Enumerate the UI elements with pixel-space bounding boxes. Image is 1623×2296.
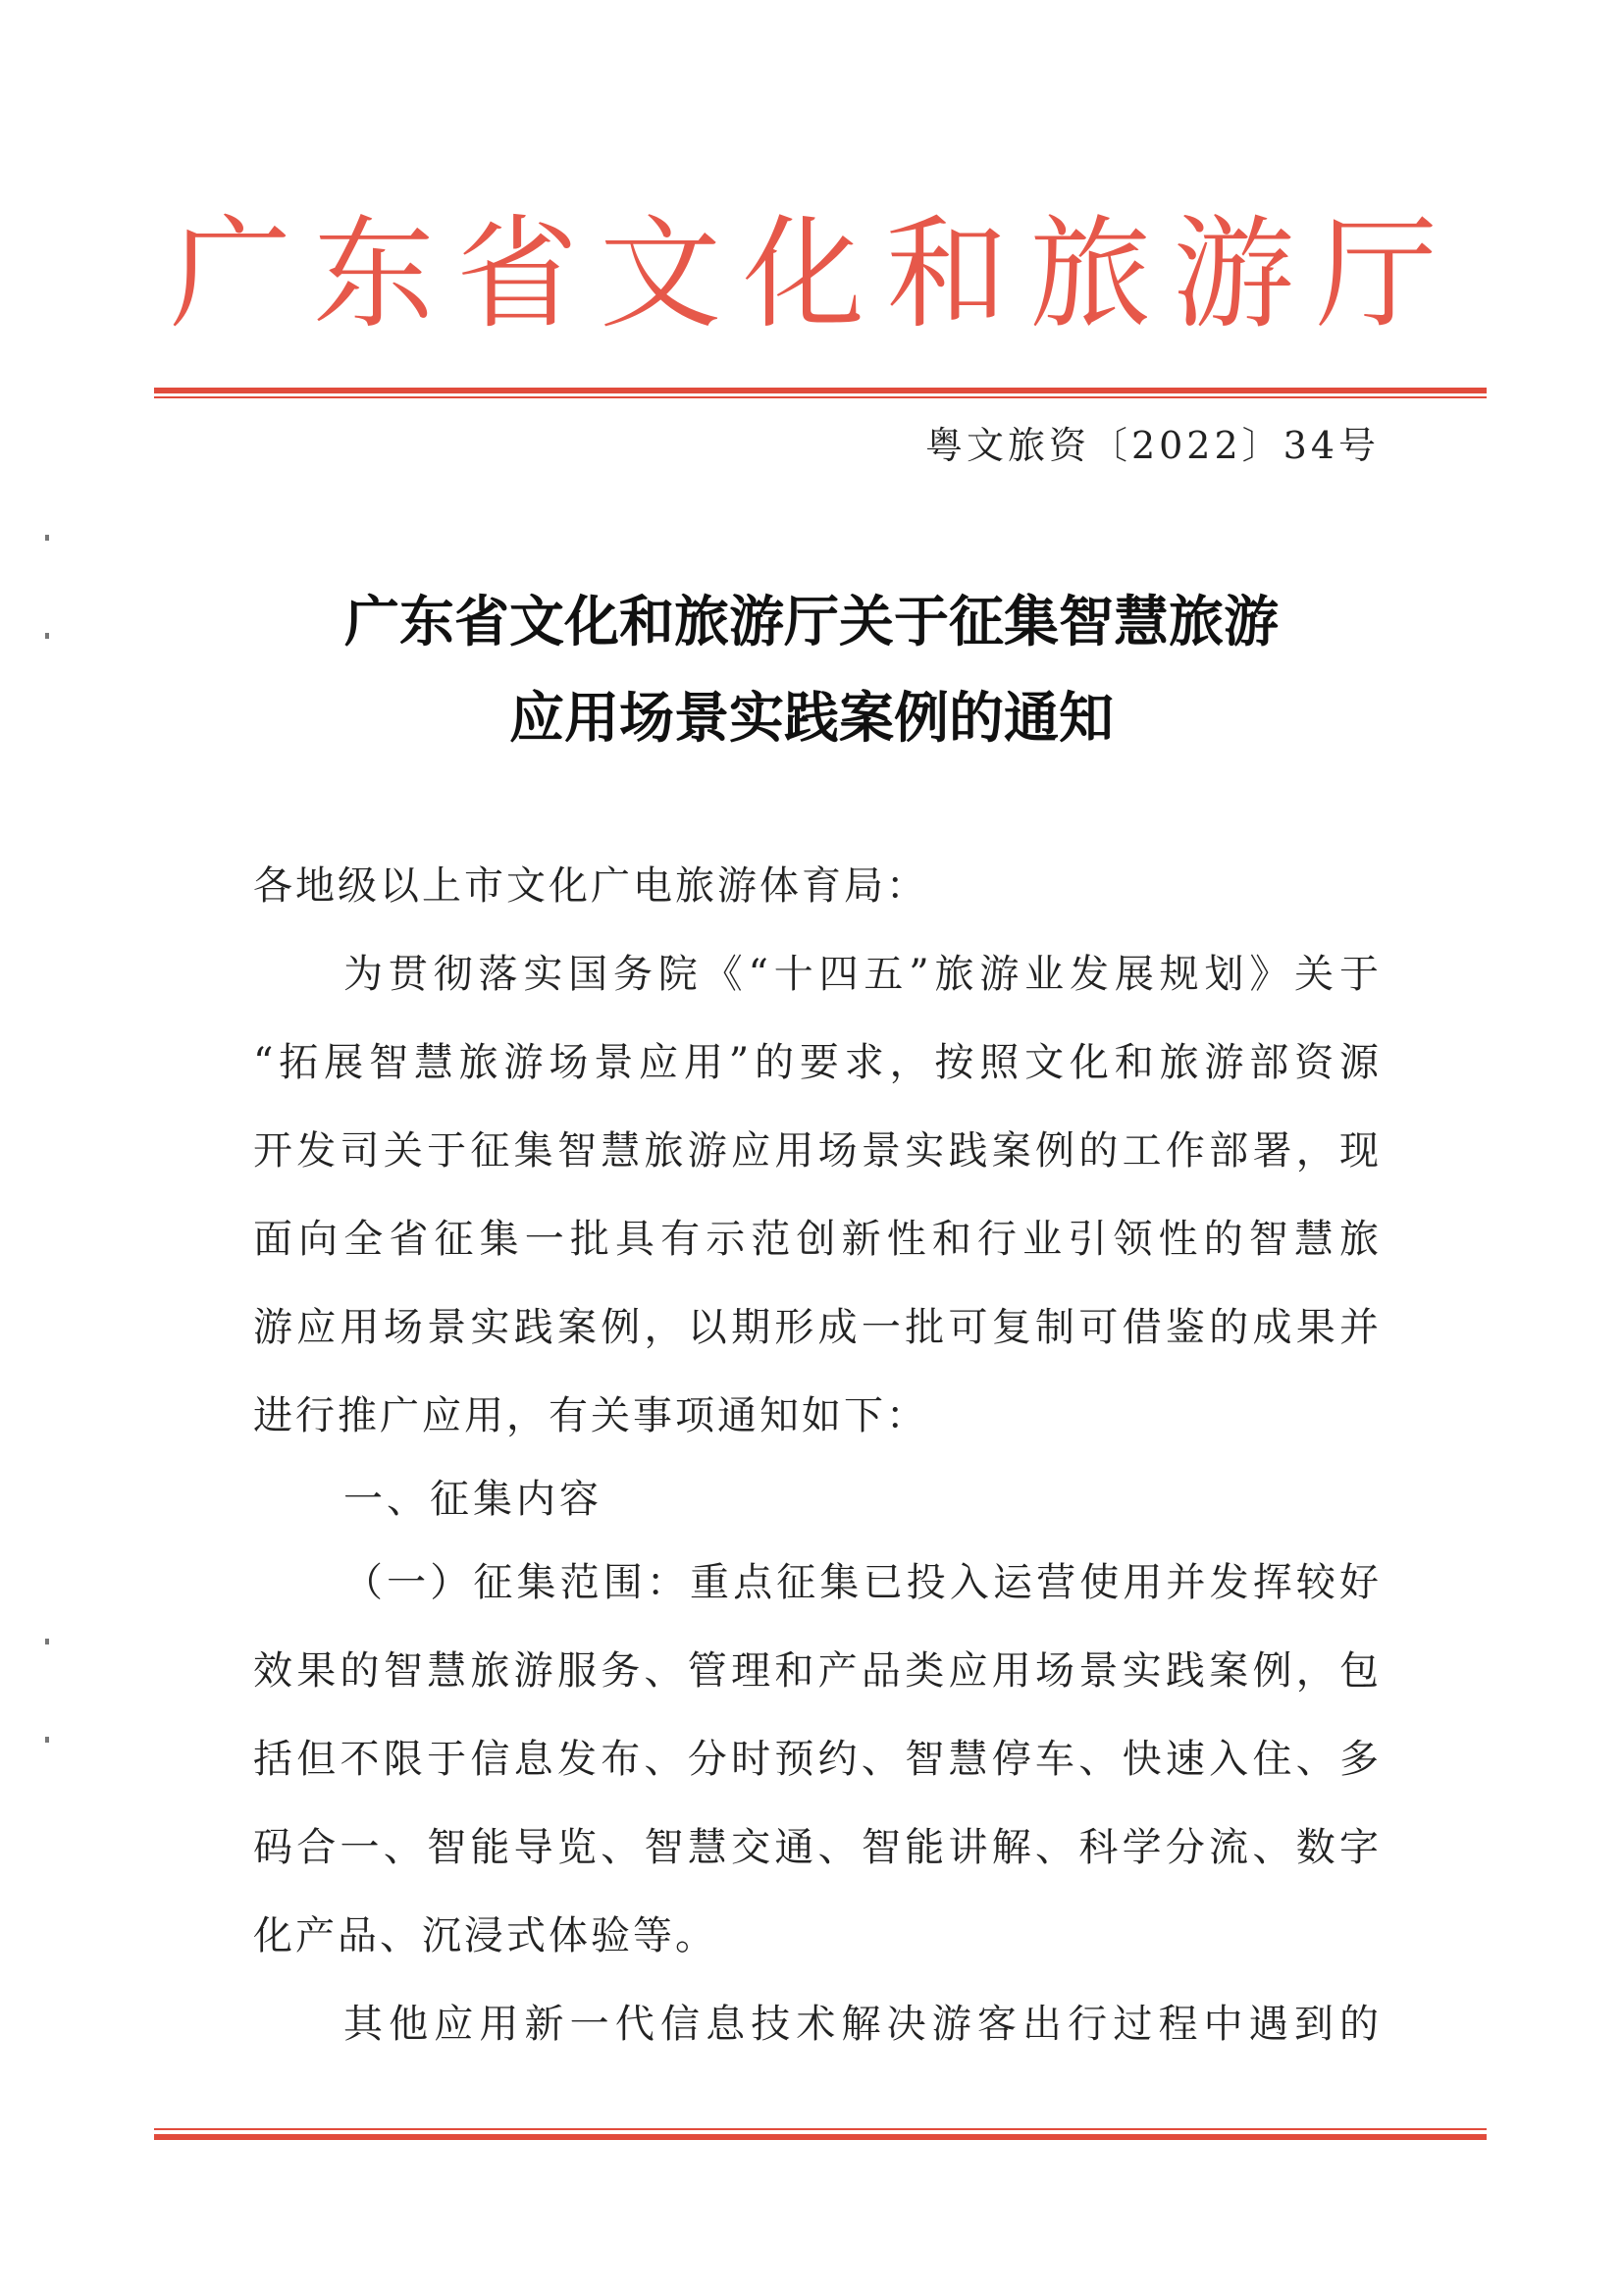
paragraph-1-line-6: 进行推广应用，有关事项通知如下： bbox=[253, 1393, 928, 1438]
footer-red-rule-thin bbox=[154, 2128, 1487, 2130]
document-title-line-2: 应用场景实践案例的通知 bbox=[509, 687, 1114, 751]
paragraph-2-line-2: 效果的智慧旅游服务、管理和产品类应用场景实践案例，包 bbox=[253, 1648, 1382, 1694]
footer-red-rule bbox=[154, 2134, 1487, 2140]
header-red-rule-thin bbox=[154, 396, 1487, 398]
scan-mark bbox=[45, 535, 49, 541]
scan-mark bbox=[45, 1639, 49, 1644]
document-title-line-1: 广东省文化和旅游厅关于征集智慧旅游 bbox=[344, 591, 1279, 654]
document-body bbox=[253, 842, 1382, 2068]
salutation: 各地级以上市文化广电旅游体育局： bbox=[253, 863, 928, 909]
section-1-heading: 一、征集内容 bbox=[343, 1477, 602, 1522]
scan-mark bbox=[45, 633, 49, 639]
paragraph-2-line-3: 括但不限于信息发布、分时预约、智慧停车、快速入住、多 bbox=[253, 1737, 1382, 1782]
paragraph-1-line-4: 面向全省征集一批具有示范创新性和行业引领性的智慧旅 bbox=[253, 1217, 1382, 1262]
paragraph-2-line-1: （一）征集范围：重点征集已投入运营使用并发挥较好 bbox=[343, 1560, 1382, 1605]
header-red-rule bbox=[154, 388, 1487, 393]
paragraph-1-line-3: 开发司关于征集智慧旅游应用场景实践案例的工作部署，现 bbox=[253, 1128, 1382, 1174]
scan-mark bbox=[45, 1737, 49, 1743]
paragraph-2-line-5: 化产品、沉浸式体验等。 bbox=[253, 1913, 717, 1958]
paragraph-3-line-1: 其他应用新一代信息技术解决游客出行过程中遇到的 bbox=[343, 2002, 1382, 2047]
paragraph-2-line-4: 码合一、智能导览、智慧交通、智能讲解、科学分流、数字 bbox=[253, 1825, 1382, 1870]
paragraph-1-line-2: “拓展智慧旅游场景应用”的要求，按照文化和旅游部资源 bbox=[253, 1040, 1382, 1085]
issuer-name: 广东省文化和旅游厅 bbox=[169, 204, 1459, 345]
paragraph-1-line-5: 游应用场景实践案例，以期形成一批可复制可借鉴的成果并 bbox=[253, 1305, 1382, 1350]
document-number: 粤文旅资〔2022〕34号 bbox=[924, 424, 1380, 467]
paragraph-1-line-1: 为贯彻落实国务院《“十四五”旅游业发展规划》关于 bbox=[343, 952, 1382, 997]
